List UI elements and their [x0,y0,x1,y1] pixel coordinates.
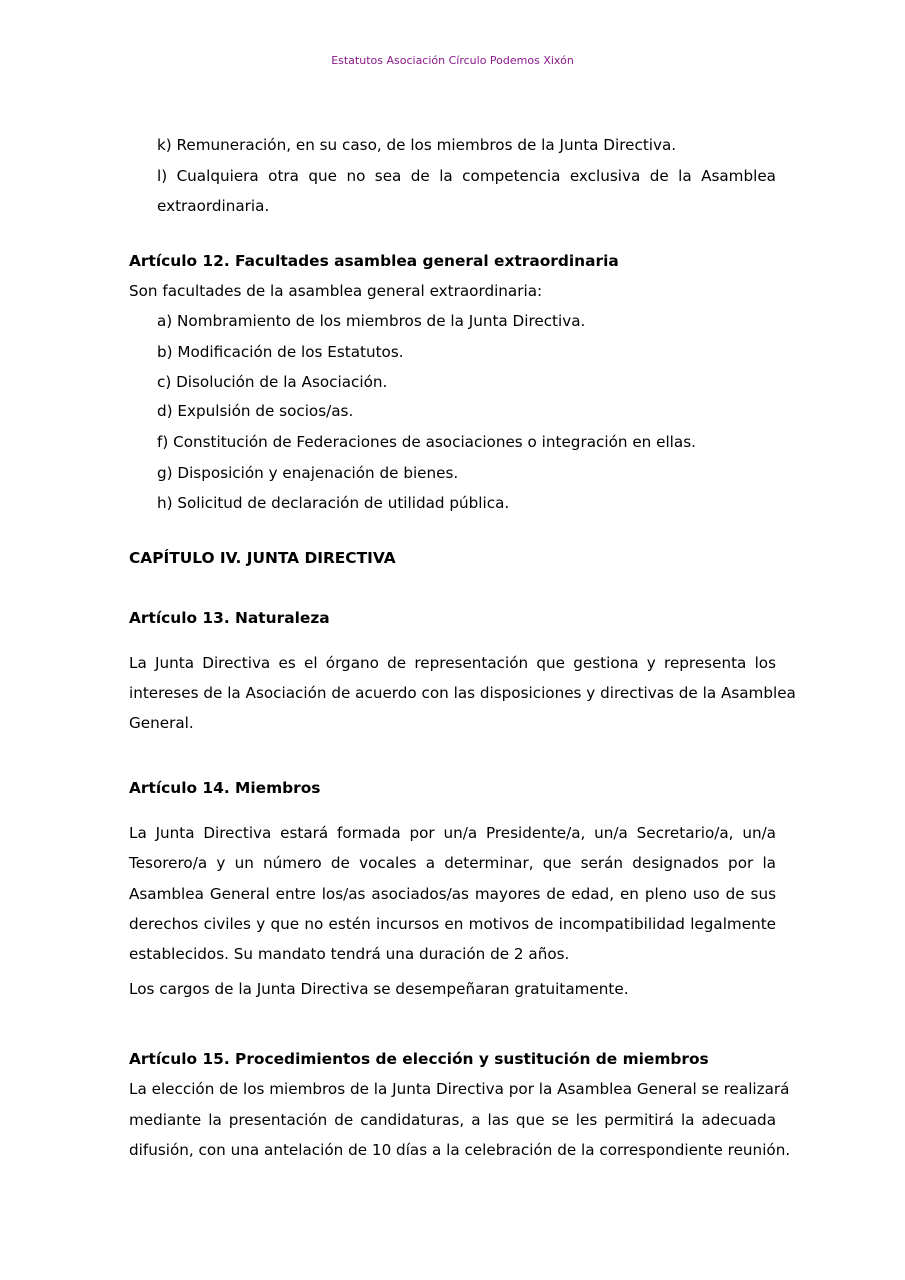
article-14-line: establecidos. Su mandato tendrá una duración de 2 años. [129,945,570,963]
article-15-line: La elección de los miembros de la Junta Directiva por la Asamblea General se realizará [129,1080,790,1098]
list-item-l: l) Cualquiera otra que no sea de la competencia exclusiva de la Asamblea [157,167,776,185]
article-14-line: La Junta Directiva estará formada por un/a Presidente/a, un/a Secretario/a, un/a [129,824,776,842]
chapter-4-heading: CAPÍTULO IV. JUNTA DIRECTIVA [129,549,396,567]
list-item: g) Disposición y enajenación de bienes. [157,464,459,482]
article-13-line: General. [129,714,194,732]
article-14-line: Tesorero/a y un número de vocales a determinar, que serán designados por la [129,854,776,872]
article-14-line: Asamblea General entre los/as asociados/as mayores de edad, en pleno uso de sus [129,885,776,903]
list-item-k: k) Remuneración, en su caso, de los miembros de la Junta Directiva. [157,136,677,154]
list-item: h) Solicitud de declaración de utilidad pública. [157,494,510,512]
list-item: a) Nombramiento de los miembros de la Junta Directiva. [157,312,586,330]
article-14-paragraph-2: Los cargos de la Junta Directiva se desempeñaran gratuitamente. [129,980,629,998]
article-15-line: difusión, con una antelación de 10 días a la celebración de la correspondiente reunión. [129,1141,791,1159]
article-12-heading: Artículo 12. Facultades asamblea general extraordinaria [129,252,619,270]
article-15-line: mediante la presentación de candidaturas, a las que se les permitirá la adecuada [129,1111,776,1129]
list-item: b) Modificación de los Estatutos. [157,343,404,361]
article-13-heading: Artículo 13. Naturaleza [129,609,330,627]
list-item: d) Expulsión de socios/as. [157,402,354,420]
article-12-intro: Son facultades de la asamblea general extraordinaria: [129,282,543,300]
article-14-line: derechos civiles y que no estén incursos en motivos de incompatibilidad legalmente [129,915,776,933]
article-14-heading: Artículo 14. Miembros [129,779,321,797]
page-header: Estatutos Asociación Círculo Podemos Xixón [331,54,574,67]
list-item: f) Constitución de Federaciones de asociaciones o integración en ellas. [157,433,696,451]
article-15-heading: Artículo 15. Procedimientos de elección y sustitución de miembros [129,1050,709,1068]
list-item-l-continuation: extraordinaria. [157,197,270,215]
article-13-line: intereses de la Asociación de acuerdo con las disposiciones y directivas de la Asamblea [129,684,796,702]
article-13-line: La Junta Directiva es el órgano de representación que gestiona y representa los [129,654,776,672]
list-item: c) Disolución de la Asociación. [157,373,388,391]
